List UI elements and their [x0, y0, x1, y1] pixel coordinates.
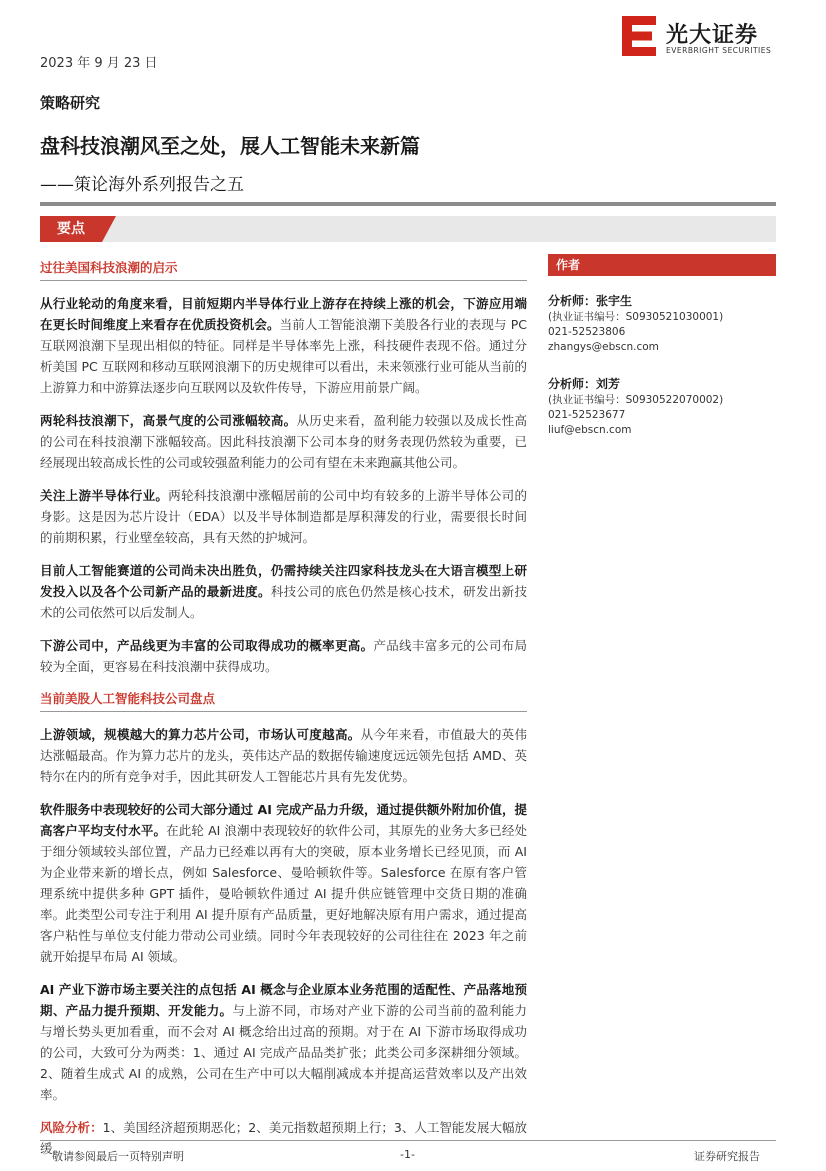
footer-report-type: 证券研究报告 — [694, 1150, 760, 1163]
paragraph-lead: 上游领域，规模越大的算力芯片公司，市场认可度越高。 — [40, 727, 361, 742]
paragraph — [40, 485, 527, 548]
paragraph-body: 产品线丰富多元的公司布局较为全面，更容易在科技浪潮中获得成功。 — [40, 638, 527, 674]
band-tail-decoration — [102, 216, 116, 242]
author-sidebar — [548, 254, 776, 458]
footer-divider — [40, 1140, 776, 1141]
paragraph-lead: 两轮科技浪潮下，高景气度的公司涨幅较高。 — [40, 413, 297, 428]
key-points-band — [40, 216, 776, 242]
paragraph-lead: 关注上游半导体行业。 — [40, 488, 169, 503]
risk-text: 1、美国经济超预期恶化；2、美元指数超预期上行；3、人工智能发展大幅放缓。 — [40, 1120, 527, 1156]
paragraph-body: 科技公司的底色仍然是核心技术，研发出新技术的公司依然可以后发制人。 — [40, 584, 527, 620]
analyst-card — [548, 375, 776, 438]
paragraph — [40, 799, 527, 967]
title-divider — [40, 202, 776, 206]
section-heading: 过往美国科技浪潮的启示 — [40, 258, 527, 281]
analyst-phone: 021-52523806 — [548, 326, 626, 338]
paragraph-body: 当前人工智能浪潮下美股各行业的表现与 PC 互联网浪潮下呈现出相似的特征。同样是半导体率先上涨，科技硬件表现不俗。通过分析美国 PC 互联网和移动互联网浪潮下的历史规律可以看出，未来领涨行业可能从当前的上游算力和中游算法逐步向互联网以及软件传导，下游应用前景广阔。 — [40, 317, 527, 395]
analyst-card — [548, 292, 776, 355]
logo-text-en: EVERBRIGHT SECURITIES — [666, 46, 772, 55]
paragraph-lead: 软件服务中表现较好的公司大部分通过 AI 完成产品力升级，通过提供额外附加价值，提高客户平均支付水平。 — [40, 802, 527, 838]
analyst-name: 分析师：刘芳 — [548, 377, 621, 391]
paragraph-body: 两轮科技浪潮中涨幅居前的公司中均有较多的上游半导体公司的身影。这是因为芯片设计（EDA）以及半导体制造都是厚积薄发的行业，需要很长时间的前期积累，行业壁垒较高，具有天然的护城河。 — [40, 488, 527, 545]
page-number: -1- — [400, 1148, 415, 1161]
analyst-email[interactable]: liuf@ebscn.com — [548, 424, 632, 436]
report-category: 策略研究 — [40, 94, 101, 112]
paragraph-lead: 下游公司中，产品线更为丰富的公司取得成功的概率更高。 — [40, 638, 374, 653]
paragraph-body: 与上游不同，市场对产业下游的公司当前的盈利能力与增长势头更加看重，而不会对 AI 概念给出过高的预期。对于在 AI 下游市场取得成功的公司，大致可分为两类：1、通过 AI 完成产品品类扩张；此类公司多深耕细分领域。2、随着生成式 AI 的成熟，公司在生产中可以大幅削减成本并提高运营效率以及产出效率。 — [40, 1003, 527, 1102]
paragraph — [40, 724, 527, 787]
paragraph — [40, 410, 527, 473]
analyst-cert: (执业证书编号：S0930522070002) — [548, 394, 724, 406]
analyst-email[interactable]: zhangys@ebscn.com — [548, 341, 659, 353]
key-points-label: 要点 — [40, 216, 102, 242]
author-heading: 作者 — [548, 254, 776, 276]
paragraph-body: 在此轮 AI 浪潮中表现较好的软件公司，其原先的业务大多已经处于细分领域较头部位置，产品力已经难以再有大的突破，原本业务增长已经见顶，而 AI 为企业带来新的增长点，例如 Salesforce、曼哈顿软件等。Salesforce 在原有客户管理系统中提供多种 GPT 插件，曼哈顿软件通过 AI 提升供应链管理中交货日期的准确率。此类型公司专注于利用 AI 提升原有产品质量，更好地解决原有用户需求，通过提高客户粘性与单位支付能力带动公司业绩。同时今年表现较好的公司往往在 2023 年之前就开始提早布局 AI 领域。 — [40, 823, 527, 964]
analyst-name: 分析师：张宇生 — [548, 294, 633, 308]
paragraph-body: 从历史来看，盈利能力较强以及成长性高的公司在科技浪潮下涨幅较高。因此科技浪潮下公司本身的财务表现仍然较为重要，已经展现出较高成长性的公司或较强盈利能力的公司有望在未来跑赢其他公司。 — [40, 413, 527, 470]
analyst-cert: (执业证书编号：S0930521030001) — [548, 311, 724, 323]
paragraph — [40, 635, 527, 677]
paragraph-lead: 目前人工智能赛道的公司尚未决出胜负，仍需持续关注四家科技龙头在大语言模型上研发投入以及各个公司新产品的最新进度。 — [40, 563, 527, 599]
report-subtitle: ——策论海外系列报告之五 — [40, 175, 244, 195]
paragraph — [40, 979, 527, 1105]
main-column — [40, 258, 527, 1171]
footer-disclaimer: 敬请参阅最后一页特别声明 — [52, 1150, 184, 1163]
paragraph — [40, 560, 527, 623]
paragraph-lead: 从行业轮动的角度来看，目前短期内半导体行业上游存在持续上涨的机会，下游应用端在更长时间维度上来看存在优质投资机会。 — [40, 296, 527, 332]
report-title: 盘科技浪潮风至之处，展人工智能未来新篇 — [40, 134, 420, 158]
paragraph — [40, 293, 527, 398]
analyst-phone: 021-52523677 — [548, 409, 626, 421]
logo-text-cn: 光大证券 — [666, 23, 759, 48]
paragraph-body: 从今年来看，市值最大的英伟达涨幅最高。作为算力芯片的龙头，英伟达产品的数据传输速度远远领先包括 AMD、英特尔在内的所有竞争对手，因此其研发人工智能芯片具有先发优势。 — [40, 727, 527, 784]
paragraph-lead: AI 产业下游市场主要关注的点包括 AI 概念与企业原本业务范围的适配性、产品落地预期、产品力提升预期、开发能力。 — [40, 982, 527, 1018]
everbright-logo — [622, 16, 782, 60]
risk-label: 风险分析： — [40, 1120, 103, 1135]
everbright-logo-mark-icon — [622, 16, 656, 56]
section-heading: 当前美股人工智能科技公司盘点 — [40, 689, 527, 712]
report-date: 2023 年 9 月 23 日 — [40, 56, 158, 71]
